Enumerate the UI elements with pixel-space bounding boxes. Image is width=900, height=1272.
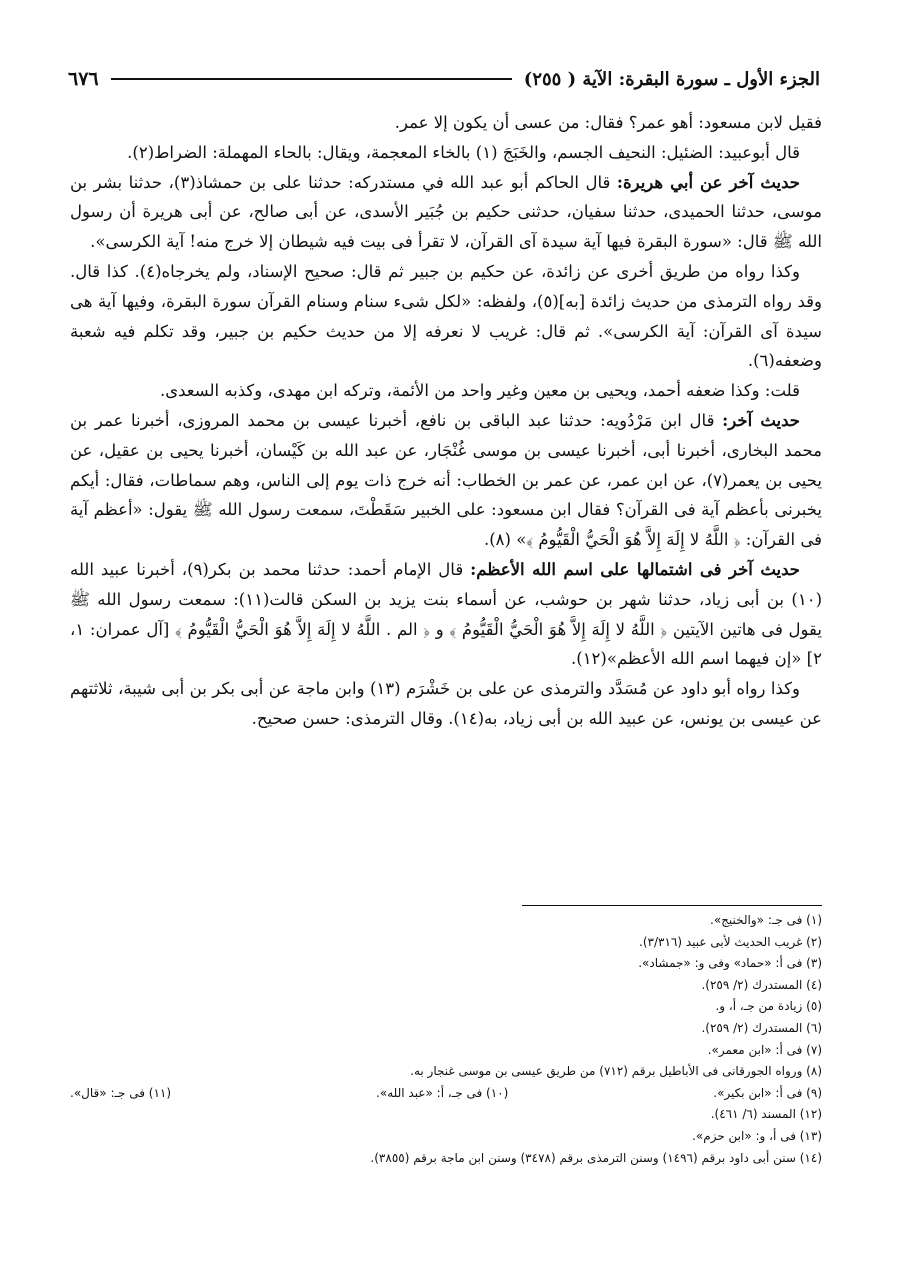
section-heading: حديث آخر عن أبي هريرة: xyxy=(616,172,801,192)
paragraph: وكذا رواه من طريق أخرى عن زائدة، عن حكيم بن جبير ثم قال: صحيح الإسناد، ولم يخرجاه(٤). كذا قال. وقد رواه الترمذى من حديث زائدة [به](٥)، ولفظه: «لكل شىء سنام وسنام القرآن سورة البقرة، وفيها آية هى سيدة آى القرآن: آية الكرسى». ثم قال: غريب لا نعرفه إلا من حديث حكيم بن جبير، وقد تكلم فيه شعبة وضعفه(٦). xyxy=(70,261,822,371)
footnote: (٦) المستدرك (٢/ ٢٥٩). xyxy=(701,1020,822,1035)
section-heading: حديث آخر: xyxy=(722,410,800,430)
footnote: (٢) غريب الحديث لأبى عبيد (٣/٣١٦). xyxy=(639,934,822,949)
header-rule xyxy=(111,78,512,80)
footnote-row xyxy=(70,1083,822,1105)
footnote: (١٠) فى جـ، أ: «عبد الله». xyxy=(376,1085,509,1100)
section-heading: حديث آخر فى اشتمالها على اسم الله الأعظم: xyxy=(470,559,800,579)
footnotes xyxy=(70,905,822,1169)
footnote-separator xyxy=(522,905,822,906)
paragraph: قلت: وكذا ضعفه أحمد، ويحيى بن معين وغير واحد من الأئمة، وتركه ابن مهدى، وكذبه السعدى. xyxy=(159,381,800,401)
footnote: (١٢) المسند (٦/ ٤٦١). xyxy=(710,1107,822,1122)
running-header xyxy=(68,64,820,94)
footnote: (٣) فى أ: «حماد» وفى و: «جمشاد». xyxy=(638,956,822,971)
paragraph-text: قال الإمام أحمد: حدثنا محمد بن بكر(٩)، أخبرنا عبيد الله (١٠) بن أبى زياد، حدثنا شهر بن حوشب، عن أسماء بنت يزيد بن السكن قالت(١١): سمعت رسول الله ﷺ يقول فى هاتين الآيتين ﴿ اللَّهُ لا إِلَهَ إِلاَّ هُوَ الْحَيُّ الْقَيُّومُ ﴾ و ﴿ الم . اللَّهُ لا إِلَهَ إِلاَّ هُوَ الْحَيُّ الْقَيُّومُ ﴾ [آل عمران: ١، ٢] «إن فيهما اسم الله الأعظم»(١٢). xyxy=(70,559,822,669)
page-number: ٦٧٦ xyxy=(68,68,99,90)
paragraph-text: قال ابن مَرْدُويه: حدثنا عبد الباقى بن نافع، أخبرنا عيسى بن محمد المروزى، أخبرنا عمر بن محمد البخارى، أخبرنا أبى، أخبرنا عيسى بن موسى غُنْجَار، عن عبد الله بن كَيْسان، أخبرنا يحيى بن عقيل، عن يحيى بن يعمر(٧)، عن ابن عمر، عن عمر بن الخطاب: أنه خرج ذات يوم إلى الناس، وهم سماطات، فقال: أيكم يخبرنى بأعظم آية فى القرآن؟ فقال ابن مسعود: على الخبير سَقَطْتَ، سمعت رسول الله ﷺ يقول: «أعظم آية فى القرآن: ﴿ اللَّهُ لا إِلَهَ إِلاَّ هُوَ الْحَيُّ الْقَيُّومُ ﴾» (٨). xyxy=(70,410,822,550)
footnote: (٧) فى أ: «ابن معمر». xyxy=(707,1042,822,1057)
paragraph xyxy=(70,168,822,257)
footnote: (٥) زيادة من جـ، أ، و. xyxy=(715,999,822,1014)
footnote: (١٤) سنن أبى داود برقم (١٤٩٦) وسنن الترمذى برقم (٣٤٧٨) وسنن ابن ماجة برقم (٣٨٥٥). xyxy=(370,1150,822,1165)
footnote: (١) فى جـ: «والخنيج». xyxy=(710,913,822,927)
header-title: الجزء الأول ـ سورة البقرة: الآية ( ٢٥٥) xyxy=(523,68,820,90)
paragraph: وكذا رواه أبو داود عن مُسَدَّد والترمذى عن على بن خَشْرَم (١٣) وابن ماجة عن أبى بكر بن أبى شيبة، ثلاثتهم عن عيسى بن يونس، عن عبيد الله بن أبى زياد، به(١٤). وقال الترمذى: حسن صحيح. xyxy=(70,679,822,728)
main-text xyxy=(70,108,822,734)
footnote: (٤) المستدرك (٢/ ٢٥٩). xyxy=(701,977,822,992)
paragraph xyxy=(70,406,822,555)
paragraph: فقيل لابن مسعود: أهو عمر؟ فقال: من عسى أن يكون إلا عمر. xyxy=(394,113,822,132)
footnote: (٨) ورواه الجورقانى فى الأباطيل برقم (٧١٢) من طريق عيسى بن موسى غنجار به. xyxy=(410,1064,822,1079)
paragraph-text: قال الحاكم أبو عبد الله في مستدركه: حدثنا على بن حمشاذ(٣)، حدثنا بشر بن موسى، حدثنا الحميدى، حدثنا سفيان، حدثنى حكيم بن جُبَير الأسدى، عن أبى صالح، عن أبى هريرة أن رسول الله ﷺ قال: «سورة البقرة فيها آية سيدة آى القرآن، لا تقرأ فى بيت فيه شيطان إلا خرج منه! آية الكرسى». xyxy=(70,172,822,252)
footnote: (٩) فى أ: «ابن بكير». xyxy=(713,1085,822,1100)
footnote: (١١) فى جـ: «قال». xyxy=(70,1085,172,1100)
paragraph: قال أبوعبيد: الضئيل: النحيف الجسم، والخَبَجَ (١) بالخاء المعجمة، ويقال: بالحاء المهملة: الضراط(٢). xyxy=(127,142,800,162)
footnote: (١٣) فى أ، و: «ابن حزم». xyxy=(692,1128,822,1143)
paragraph xyxy=(70,555,822,674)
